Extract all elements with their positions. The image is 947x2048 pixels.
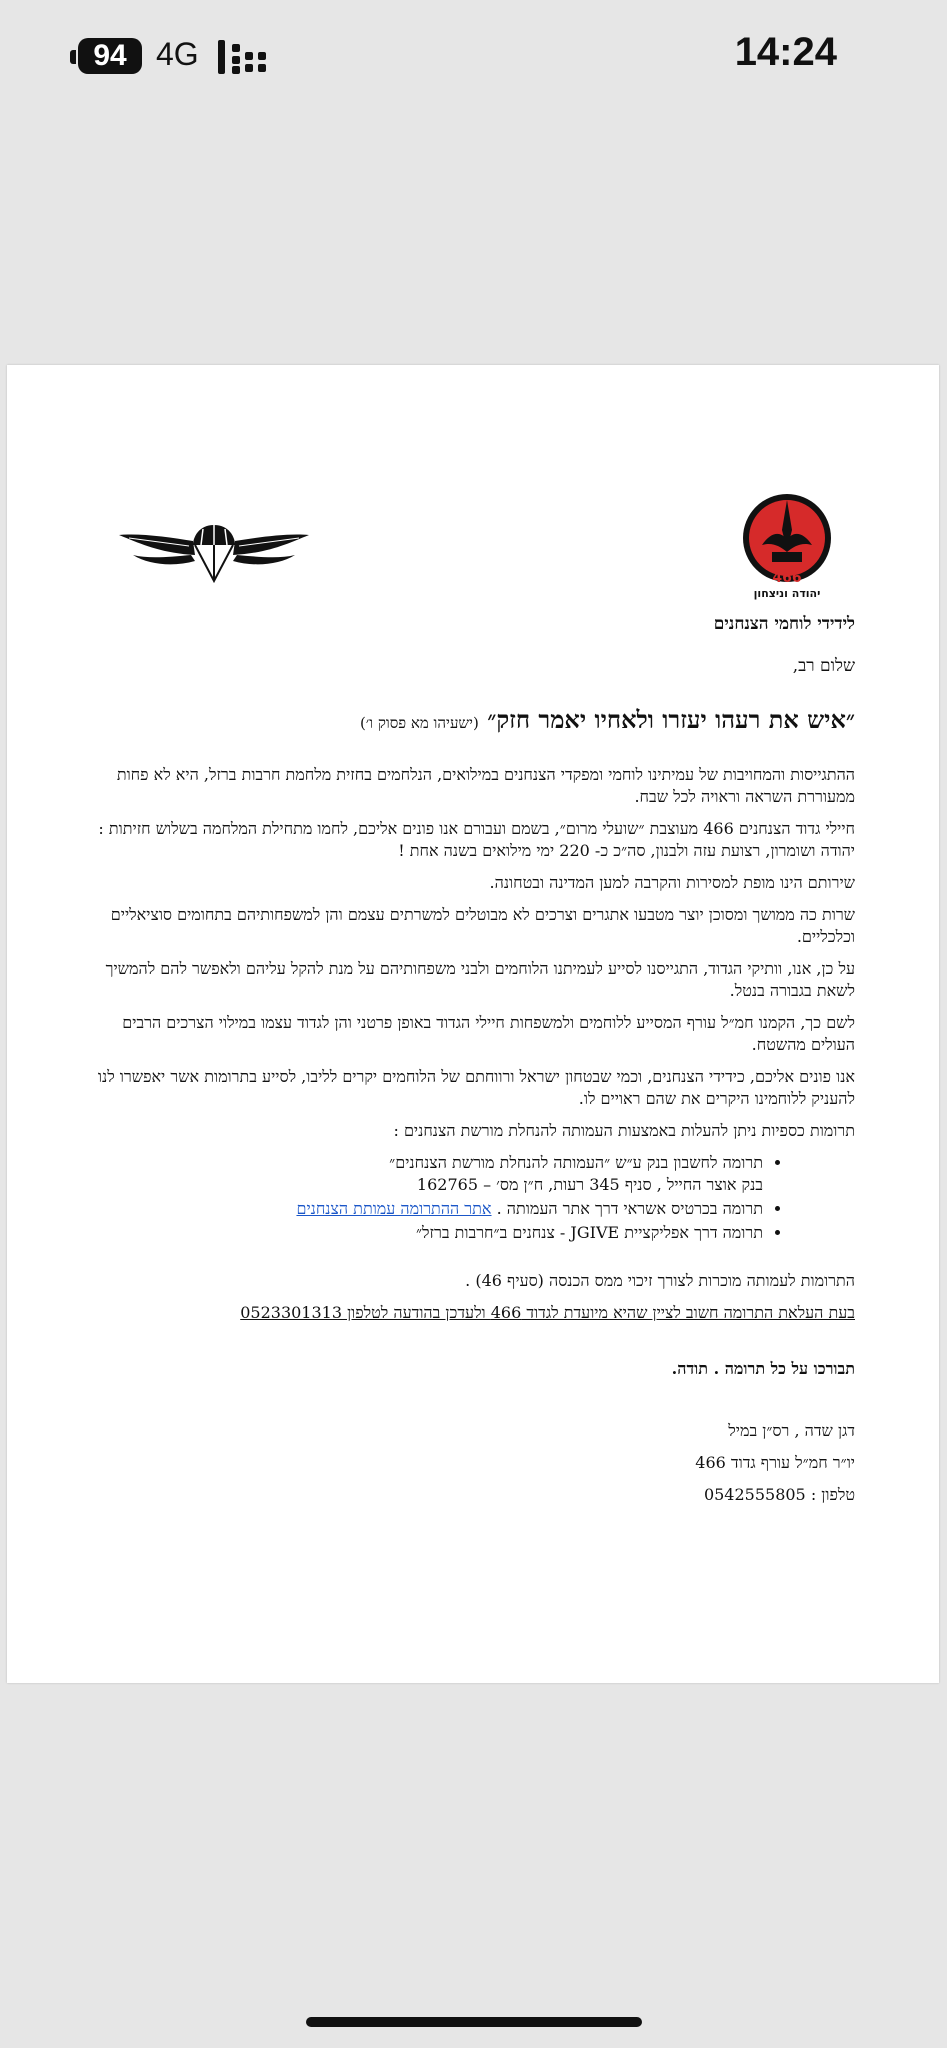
credit-text: תרומה בכרטיס אשראי דרך אתר העמותה . [496, 1199, 763, 1218]
app-text: תרומה דרך אפליקציית JGIVE - צנחנים ב״חרבות ברזל״ [415, 1223, 763, 1242]
signature-phone: טלפון : 0542555805 [703, 1485, 855, 1504]
paragraph: אנו פונים אליכם, כידידי הצנחנים, וכמי שבטחון ישראל ורווחתם של הלוחמים יקרים לליבו, לסייע בתרומות אשר יאפשרו לנו להעניק ללוחמינו היקרים את שהם ראויים לו. [97, 1067, 855, 1108]
verse-text: ״איש את רעהו יעזרו ולאחיו יאמר חזק״ [487, 705, 855, 734]
notify-note: בעת העלאת התרומה חשוב לציין שהיא מיועדת לגדוד 466 ולעדכן בהודעה לטלפון 0523301313 [240, 1303, 855, 1322]
paratrooper-wings-icon [119, 515, 309, 595]
status-bar [0, 0, 947, 110]
letter-body [87, 613, 855, 1516]
document-page [7, 365, 939, 1683]
bank-line-1: • תרומה לחשבון בנק ע״ש ״העמותה להנחלת מורשת הצנחנים״ [389, 1153, 763, 1172]
battery-nub [70, 50, 76, 64]
emblem-number: 466 [772, 570, 802, 586]
paragraph: לשם כך, הקמנו חמ״ל עורף המסייע ללוחמים ולמשפחות חיילי הגדוד באופן פרטני והן לגדוד עצמו במילוי הצרכים הרבים העולים מהשטח. [122, 1013, 855, 1054]
verse-reference: (ישעיהו מא פסוק ו׳) [359, 714, 479, 732]
list-item [87, 1152, 763, 1196]
paragraph: חיילי גדוד הצנחנים 466 מעוצבת ״שועלי מרום״, בשמם ועבורם אנו פונים אליכם, לחמו מתחילת המלחמה בשלוש חזיתות : יהודה ושומרון, רצועת עזה ולבנון, סה״כ כ- 220 ימי מילואים בשנה אחת ! [98, 819, 855, 860]
paragraph: ההתגייסות והמחויבות של עמיתינו לוחמי ומפקדי הצנחנים במילואים, הנלחמים בחזית מלחמת חרבות ברזל, היא לא פחות ממעוררת השראה וראויה לכל שבח. [116, 765, 855, 806]
donation-options-list [87, 1152, 855, 1244]
bank-line-2: בנק אוצר החייל , סניף 345 רעות, ח״ן מס׳ – 162765 [416, 1175, 763, 1194]
paragraph: תרומות כספיות ניתן להעלות באמצעות העמותה להנחלת מורשת הצנחנים : [393, 1121, 855, 1140]
battalion-emblem [732, 490, 842, 610]
verse-heading [87, 705, 855, 738]
signature-role: יו״ר חמ״ל עורף גדוד 466 [695, 1453, 855, 1472]
paragraph: על כן, אנו, וותיקי הגדוד, התגייסנו לסייע לעמיתנו הלוחמים ולבני משפחותיהם על מנת להקל עליהם ולאפשר להם להמשיך לשאת בגבורה בנטל. [105, 959, 855, 1000]
thanks-line: תבורכו על כל תרומה . תודה. [671, 1359, 855, 1378]
greeting-title: לידידי לוחמי הצנחנים [713, 614, 855, 634]
donation-site-link[interactable]: אתר ההתרומה עמותת הצנחנים [296, 1199, 492, 1218]
tax-note: התרומות לעמותה מוכרות לצורך זיכוי ממס הכנסה (סעיף 46) . [465, 1271, 855, 1290]
battery-indicator: 94 [78, 38, 142, 74]
list-item [87, 1198, 763, 1220]
paragraph: שירותם הינו מופת למסירות והקרבה למען המדינה ובטחונה. [489, 873, 855, 892]
home-indicator[interactable] [306, 2017, 642, 2027]
signature-name: דגן שדה , רס״ן במיל [728, 1421, 855, 1440]
list-item [87, 1222, 763, 1244]
emblem-motto: יהודה וניצחון [753, 587, 821, 600]
clock: 14:24 [734, 30, 837, 74]
signal-icon [218, 40, 268, 74]
network-type: 4G [156, 36, 199, 72]
paragraph: שרות כה ממושך ומסוכן יוצר מטבעו אתגרים וצרכים לא מבוטלים למשרתים עצמם והן למשפחותיהם בתחומים סוציאליים וכלכליים. [110, 905, 855, 946]
greeting: שלום רב, [792, 656, 855, 676]
